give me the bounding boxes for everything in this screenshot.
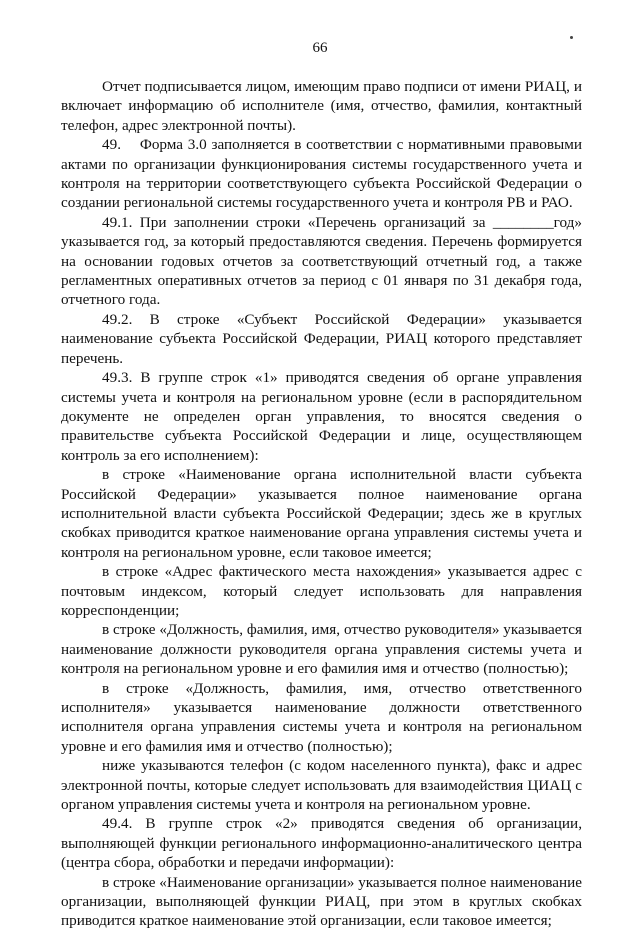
document-body <box>61 77 582 931</box>
paragraph-head-position: в строке «Должность, фамилия, имя, отчество руководителя» указывается наименование должности руководителя органа управления системы учета и контроля на региональном уровне и его фамилия имя и отчество (полностью); <box>61 621 582 678</box>
paragraph-49-2: 49.2. В строке «Субъект Российской Федерации» указывается наименование субъекта Российской Федерации, РИАЦ которого представляет перечень. <box>61 310 582 367</box>
paragraph-49-3: 49.3. В группе строк «1» приводятся сведения об органе управления системы учета и контроля на региональном уровне (если в распорядительном документе не определен орган управления, то вносятся сведения о правительстве субъекта Российской Федерации и лице, осуществляющем контроль за его исполнением): <box>61 369 582 464</box>
page-number: 66 <box>312 40 328 56</box>
paragraph-49: 49. Форма 3.0 заполняется в соответствии с нормативными правовыми актами по организации функционирования системы государственного учета и контроля на территории соответствующего субъекта Российской Федерации о создании региональной системы государственного учета и контроля РВ и РАО. <box>61 136 582 212</box>
paragraph-49-4: 49.4. В группе строк «2» приводятся сведения об организации, выполняющей функции регионального информационно-аналитического центра (центра сбора, обработки и передачи информации): <box>61 815 582 872</box>
paragraph-organization-name: в строке «Наименование организации» указывается полное наименование организации, выполняющей функции РИАЦ, при этом в круглых скобках приводится краткое наименование этой организации, если таковое имеется; <box>61 873 582 930</box>
paragraph-executive-body-name: в строке «Наименование органа исполнительной власти субъекта Российской Федерации» указывается полное наименование органа исполнительной власти субъекта Российской Федерации; здесь же в круглых скобках приводится краткое наименование органа управления системы учета и контроля на региональном уровне, если таковое имеется; <box>61 466 582 561</box>
paragraph-49-1: 49.1. При заполнении строки «Перечень организаций за ________год» указывается год, за который предоставляются сведения. Перечень формируется на основании годовых отчетов за соответствующий отчетный год, а также регламентных оперативных отчетов за период с 01 января по 31 декабря года, отчетного года. <box>61 213 582 309</box>
paragraph-address: в строке «Адрес фактического места нахождения» указывается адрес с почтовым индексом, который следует использовать для направления корреспонденции; <box>61 563 582 619</box>
paragraph-signature: Отчет подписывается лицом, имеющим право подписи от имени РИАЦ, и включает информацию об исполнителе (имя, отчество, фамилия, контактный телефон, адрес электронной почты). <box>61 78 582 134</box>
paragraph-responsible-executor: в строке «Должность, фамилия, имя, отчество ответственного исполнителя» указывается наименование должности ответственного исполнителя органа управления системы учета и контроля на региональном уровне и его фамилия имя и отчество (полностью); <box>61 679 582 755</box>
paragraph-contacts: ниже указываются телефон (с кодом населенного пункта), факс и адрес электронной почты, которые следует использовать для взаимодействия ЦИАЦ с органом управления системы учета и контроля на региональном уровне. <box>61 757 582 814</box>
scan-speck <box>570 36 573 39</box>
